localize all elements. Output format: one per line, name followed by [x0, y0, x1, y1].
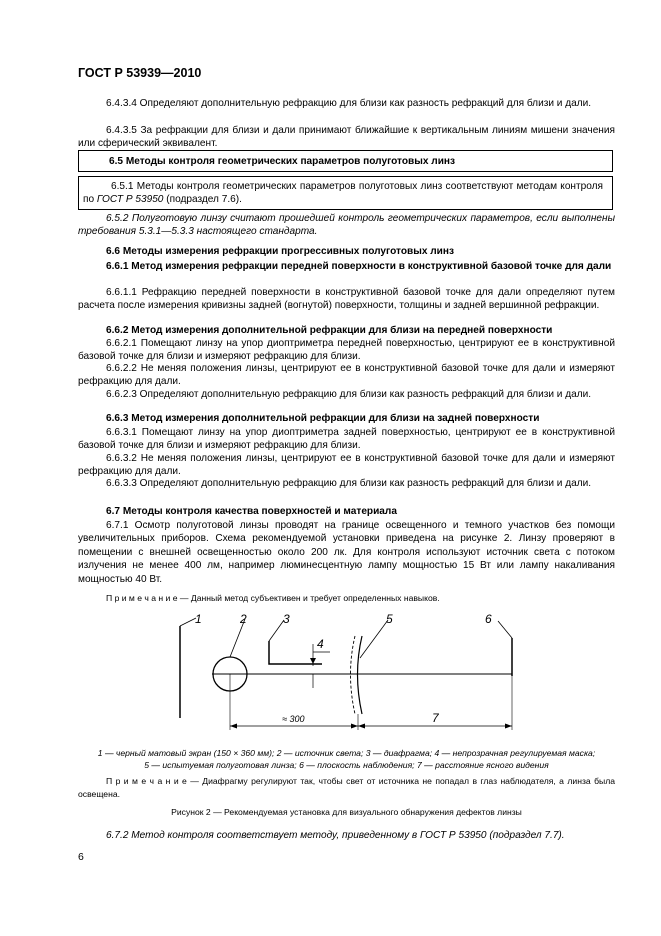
paragraph-6-4-3-4: 6.4.3.4 Определяют дополнительную рефракцию для близи как разность рефракций для близи и дали.: [106, 98, 592, 109]
paragraph-6-6-2-2: 6.6.2.2 Не меняя положения линзы, центрируют ее в конструктивной базовой точке для дали и измеряют рефракцию для дали.: [78, 363, 615, 388]
dim-300-arrow-left: [230, 724, 237, 729]
section-6-5-title: 6.5 Методы контроля геометрических параметров полуготовых линз: [109, 156, 456, 167]
gost-53950-reference: ГОСТ Р 53950: [96, 194, 164, 206]
paragraph-6-6-3-2: 6.6.3.2 Не меняя положения линзы, центрируют ее в конструктивной базовой точке для дали и измеряют рефракцию для дали.: [78, 453, 615, 478]
section-6-6-1-title: 6.6.1 Метод измерения рефракции передней поверхности в конструктивной базовой точке для дали: [106, 261, 612, 272]
page-header: ГОСТ Р 53939—2010: [78, 66, 202, 80]
label-6: 6: [485, 612, 492, 626]
leader-1: [180, 618, 196, 626]
legend-line-2: 5 — испытуемая полуготовая линза; 6 — плоскость наблюдения; 7 — расстояние ясного видения: [144, 759, 549, 770]
section-6-7-title: 6.7 Методы контроля качества поверхностей и материала: [106, 506, 397, 517]
paragraph-6-6-3-1: 6.6.3.1 Помещают линзу на упор диоптриметра задней поверхностью, центрируют ее в конструктивной базовой точке для близи и измеряют рефракцию для близи.: [78, 427, 615, 452]
page-number: 6: [78, 851, 84, 863]
paragraph-6-4-3-5: 6.4.3.5 За рефракции для близи и дали принимают ближайшие к вертикальным линиям мишени значения или сферический эквивалент.: [78, 125, 615, 150]
note-1-label: П р и м е ч а н и е —: [106, 593, 189, 603]
paragraph-6-6-2-3: 6.6.2.3 Определяют дополнительную рефракцию для близи как разность рефракций для близи и дали.: [106, 389, 592, 400]
paragraph-6-7-1: 6.7.1 Осмотр полуготовой линзы проводят на границе освещенного и темного участков без помощи увеличительных приборов. Схема рекомендуемой установки приведена на рисунке 2. Линзу проверяют в помещении с внешней освещенностью около 200 лк. Для контроля используют источник света с потоком излучения не менее 400 лм, например люминесцентную лампу мощностью 15 Вт или лампу накаливания мощностью 40 Вт.: [78, 520, 615, 585]
paragraph-6-5-1-box: [78, 176, 613, 210]
dim-7-arrow-left: [358, 724, 365, 729]
label-2: 2: [240, 612, 247, 626]
mask-arrow: [310, 658, 316, 664]
leader-5: [360, 620, 388, 658]
lens-back-surface: [358, 636, 363, 714]
note-1-text: Данный метод субъективен и требует определенных навыков.: [188, 593, 440, 603]
legend-line-1: 1 — черный матовый экран (150 × 360 мм); 2 — источник света; 3 — диафрагма; 4 — непрозрачная регулируемая маска;: [97, 748, 596, 758]
label-1: 1: [195, 612, 202, 626]
leader-3: [269, 620, 284, 641]
paragraph-6-5-1: [79, 180, 603, 207]
dim-300-label: ≈ 300: [282, 714, 305, 724]
figure-legend: [78, 748, 615, 771]
label-5: 5: [386, 612, 393, 626]
label-7: 7: [432, 711, 439, 725]
section-6-6-title: 6.6 Методы измерения рефракции прогрессивных полуготовых линз: [106, 246, 454, 257]
note-2-label: П р и м е ч а н и е —: [106, 776, 199, 786]
dim-300-arrow-right: [351, 724, 358, 729]
paragraph-6-5-1-tail: (подраздел 7.6).: [163, 194, 242, 206]
gost-53950-reference-2: ГОСТ Р 53950: [420, 830, 487, 841]
paragraph-6-5-2: 6.5.2 Полуготовую линзу считают прошедшей контроль геометрических параметров, если выполнены требования 5.3.1—5.3.3 настоящего стандарта.: [78, 213, 615, 238]
paragraph-6-7-2: [78, 829, 615, 842]
section-6-5-box: [78, 150, 613, 172]
note-2: [78, 775, 615, 800]
paragraph-6-7-2-tail: (подраздел 7.7).: [486, 830, 565, 841]
leader-6: [498, 621, 512, 638]
lens-front-surface: [351, 636, 356, 714]
figure-2-caption: Рисунок 2 — Рекомендуемая установка для визуального обнаружения дефектов линзы: [171, 807, 522, 817]
paragraph-6-5-1-text: 6.5.1 Методы контроля геометрических параметров полуготовых линз соответствуют методам контроля по: [83, 181, 603, 206]
note-2-text: Диафрагму регулируют так, чтобы свет от источника не попадал в глаз наблюдателя, а линза была освещена.: [78, 776, 615, 799]
section-6-6-3-title: 6.6.3 Метод измерения дополнительной рефракции для близи на задней поверхности: [106, 413, 540, 424]
note-1: [78, 592, 615, 605]
figure-2-diagram: [150, 608, 530, 748]
paragraph-6-7-2-text: 6.7.2 Метод контроля соответствует методу, приведенному в: [106, 830, 420, 841]
section-6-6-2-title: 6.6.2 Метод измерения дополнительной рефракции для близи на передней поверхности: [106, 325, 553, 336]
paragraph-6-6-1-1: 6.6.1.1 Рефракцию передней поверхности в конструктивной базовой точке для дали определяют путем расчета после измерения кривизны задней (вогнутой) поверхности, толщины и задней вершинной рефракции.: [78, 287, 615, 312]
paragraph-6-6-2-1: 6.6.2.1 Помещают линзу на упор диоптриметра передней поверхностью, центрируют ее в конструктивной базовой точке для близи и измеряют рефракцию для близи.: [78, 338, 615, 363]
label-4: 4: [317, 637, 324, 651]
paragraph-6-6-3-3: 6.6.3.3 Определяют дополнительную рефракцию для близи как разность рефракций для близи и дали.: [106, 478, 592, 489]
label-3: 3: [283, 612, 290, 626]
dim-7-arrow-right: [505, 724, 512, 729]
